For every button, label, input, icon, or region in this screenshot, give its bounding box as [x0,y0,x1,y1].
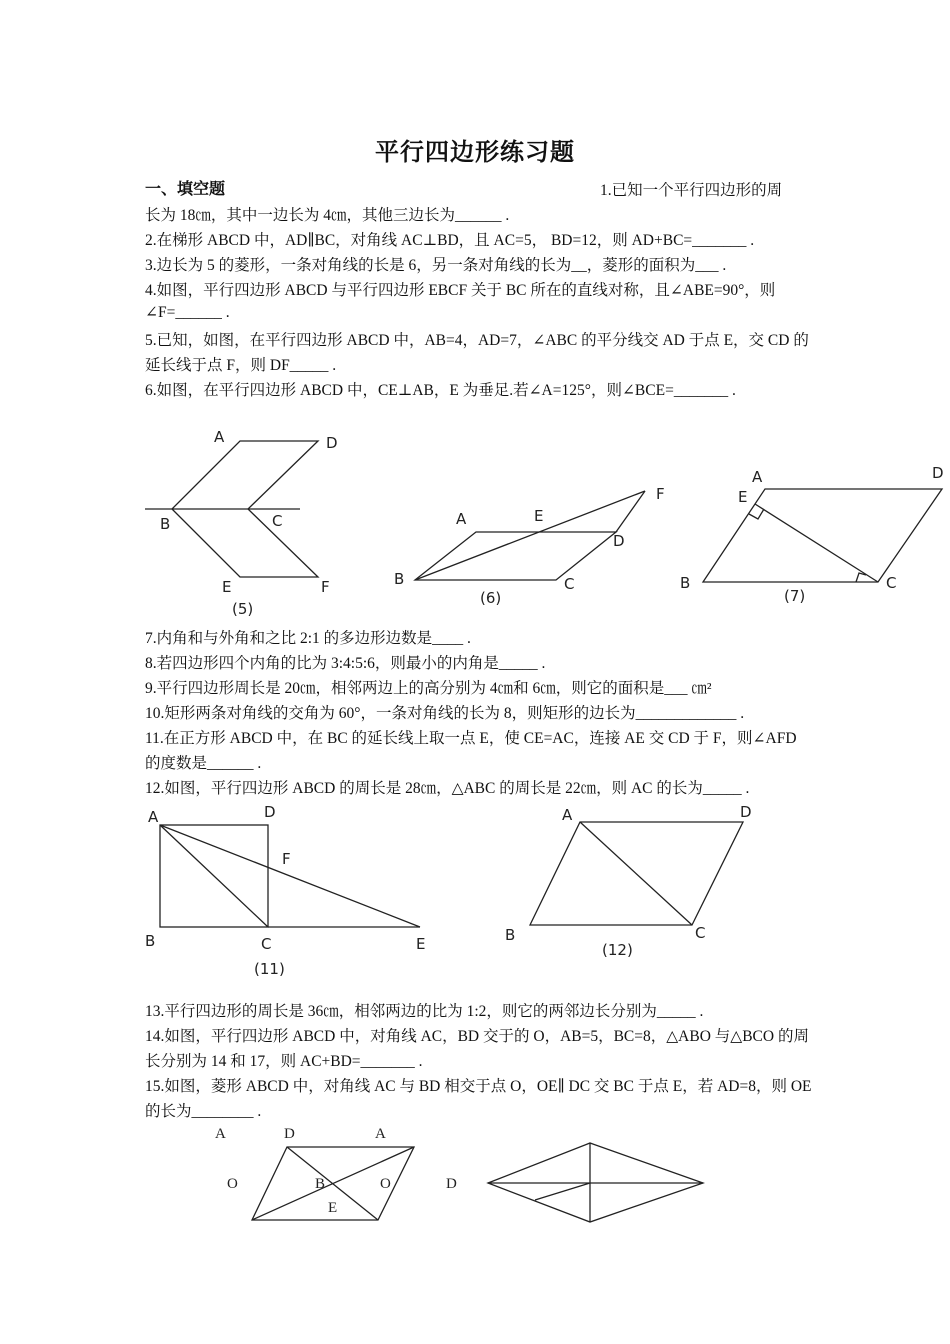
question-15-line1: 15.如图，菱形 ABCD 中，对角线 AC 与 BD 相交于点 O，OE∥ DC 交 BC 于点 E，若 AD=8，则 OE [145,1078,812,1095]
figure-5 [145,428,338,618]
fig14-label-a2: A [375,1126,386,1142]
fig11-label-d: D [264,803,276,821]
fig6-label-c: C [564,575,575,593]
fig5-label-c: C [272,512,283,530]
fig14-label-o2: O [380,1176,391,1192]
question-5-line2: 延长线于点 F，则 DF_____ . [145,357,337,374]
figure-14 [215,1126,414,1220]
fig12-diagonal-ac [580,822,692,925]
question-4-line2: ∠F=______ . [145,304,230,321]
fig6-label-e: E [534,507,544,525]
question-11-line1: 11.在正方形 ABCD 中，在 BC 的延长线上取一点 E，使 CE=AC，连接 AE 交 CD 于 F，则∠AFD [145,730,797,747]
fig12-label-c: C [695,924,706,942]
question-11-line2: 的度数是______ . [145,755,262,772]
figure-15 [446,1143,703,1222]
fig7-caption: (7) [784,587,806,605]
fig14-label-b: B [315,1176,326,1192]
question-1-end: 长为 18㎝，其中一边长为 4㎝，其他三边长为______ . [145,207,510,224]
fig6-parallelogram [415,532,616,580]
figure-12 [505,803,752,959]
fig11-label-c: C [261,935,272,953]
fig6-label-d: D [613,532,625,550]
fig11-diagonal [160,825,268,927]
fig11-label-b: B [145,932,156,950]
figure-7 [680,464,944,605]
fig5-label-f: F [321,578,330,596]
figure-6 [394,485,665,607]
question-2: 2.在梯形 ABCD 中，AD∥BC，对角线 AC⊥BD，且 AC=5， BD=12，则 AD+BC=_______ . [145,232,755,249]
question-10: 10.矩形两条对角线的交角为 60°，一条对角线的长为 8，则矩形的边长为_____________ . [145,705,745,722]
fig11-label-a: A [148,808,159,826]
question-7: 7.内角和与外角和之比 2:1 的多边形边数是____ . [145,630,471,647]
question-12: 12.如图，平行四边形 ABCD 的周长是 28㎝，△ABC 的周长是 22㎝，则 AC 的长为_____ . [145,780,750,797]
fig14-label-o1: O [227,1176,238,1192]
fig11-caption: (11) [254,960,285,978]
fig6-label-f: F [656,485,665,503]
page-title: 平行四边形练习题 [375,138,575,166]
fig14-label-d: D [284,1126,295,1142]
question-15-line2: 的长为________ . [145,1103,262,1120]
fig14-label-a1: A [215,1126,226,1142]
question-14-line1: 14.如图，平行四边形 ABCD 中，对角线 AC，BD 交于的 O，AB=5，BC=8，△ABO 与△BCO 的周 [145,1028,809,1045]
fig7-perpendicular [755,504,878,582]
fig11-label-f: F [282,850,291,868]
question-4-line1: 4.如图，平行四边形 ABCD 与平行四边形 EBCF 关于 BC 所在的直线对称，且∠ABE=90°，则 [145,282,776,299]
question-1-start: 1.已知一个平行四边形的周 [600,182,783,199]
fig7-label-c: C [886,574,897,592]
question-13: 13.平行四边形的周长是 36㎝，相邻两边的比为 1:2，则它的两邻边长分别为_____ . [145,1003,704,1020]
fig12-label-b: B [505,926,516,944]
fig5-label-e: E [222,578,232,596]
question-9: 9.平行四边形周长是 20㎝，相邻两边上的高分别为 4㎝和 6㎝，则它的面积是___ ㎝² [145,680,712,697]
fig14-label-e: E [328,1200,338,1216]
fig5-caption: (5) [232,600,254,618]
question-3: 3.边长为 5 的菱形，一条对角线的长是 6，另一条对角线的长为__，菱形的面积为___ . [145,257,727,274]
question-5-line1: 5.已知，如图，在平行四边形 ABCD 中，AB=4，AD=7，∠ABC 的平分线交 AD 于点 E，交 CD 的 [145,332,809,349]
figure-11 [145,803,425,978]
fig6-label-a: A [456,510,467,528]
fig15-label-d: D [446,1176,457,1192]
fig5-label-a: A [214,428,225,446]
fig7-label-a: A [752,468,763,486]
fig15-oe-segment [535,1183,590,1200]
fig7-label-e: E [738,488,748,506]
fig12-label-a: A [562,806,573,824]
fig6-label-b: B [394,570,405,588]
fig11-ae-line [160,825,420,927]
fig6-caption: (6) [480,589,502,607]
fig5-label-d: D [326,434,338,452]
section-heading: 一、填空题 [145,179,226,198]
fig7-label-b: B [680,574,691,592]
fig11-label-e: E [416,935,426,953]
question-14-line2: 长分别为 14 和 17，则 AC+BD=_______ . [145,1053,423,1070]
fig5-label-b: B [160,515,171,533]
fig7-label-d: D [932,464,944,482]
question-8: 8.若四边形四个内角的比为 3:4:5:6，则最小的内角是_____ . [145,655,546,672]
question-6: 6.如图，在平行四边形 ABCD 中，CE⊥AB，E 为垂足.若∠A=125°，则∠BCE=_______ . [145,382,736,399]
fig12-caption: (12) [602,941,633,959]
fig7-angle-mark [856,573,866,582]
fig6-bisector [415,491,645,580]
fig12-label-d: D [740,803,752,821]
